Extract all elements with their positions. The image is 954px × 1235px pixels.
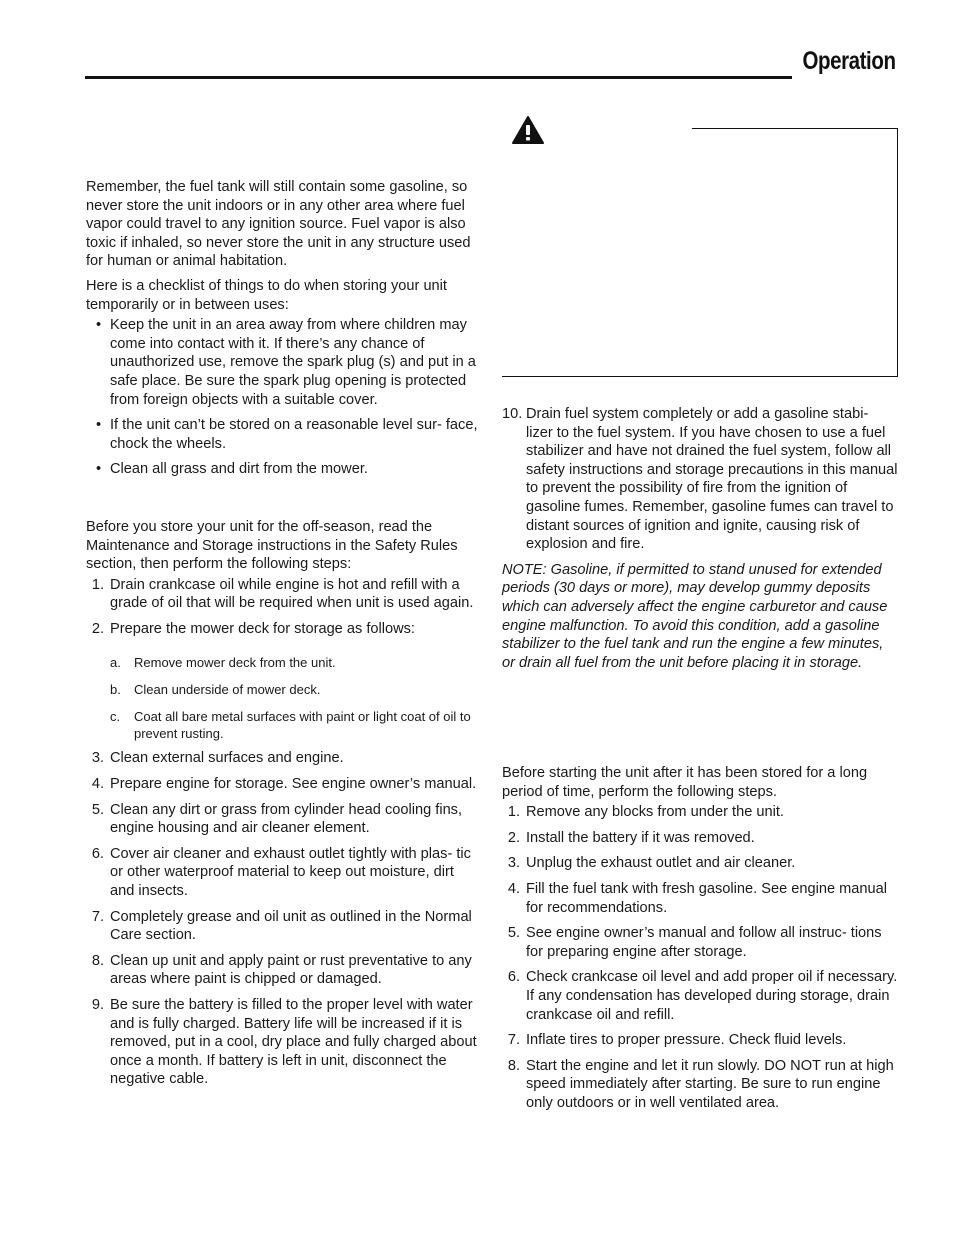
list-item: 3. Clean external surfaces and engine.	[91, 750, 344, 767]
left-column	[86, 178, 482, 1096]
list-item: • Keep the unit in an area away from where children may come into contact with it. If there’s any chance of unauthorized use, remove the spark plug (s) and put in a safe place. Be sure the spark plug opening is protected from foreign objects with a suitable cover.	[86, 316, 482, 409]
warning-box-top-rule	[692, 128, 898, 129]
list-item: 2. Install the battery if it was removed.	[507, 829, 755, 846]
header-rule	[85, 76, 792, 79]
section-title: Operation	[802, 47, 896, 75]
list-item: c. Coat all bare metal surfaces with paint or light coat of oil to prevent rusting.	[110, 709, 471, 742]
offseason-steps	[86, 576, 482, 1089]
list-item: b. Clean underside of mower deck.	[110, 682, 321, 698]
mower-deck-substeps	[110, 654, 482, 742]
warning-box	[502, 128, 898, 377]
list-item: 1. Remove any blocks from under the unit.	[507, 804, 784, 821]
temporary-storage-checklist	[86, 316, 482, 479]
list-item: 8. Clean up unit and apply paint or rust preventative to any areas where paint is chipped or damaged.	[91, 952, 472, 988]
list-item: 7. Completely grease and oil unit as outlined in the Normal Care section.	[91, 908, 472, 944]
list-item: • Clean all grass and dirt from the mower.	[86, 460, 482, 479]
list-item: 1. Drain crankcase oil while engine is hot and refill with a grade of oil that will be required when unit is used again.	[91, 576, 474, 612]
gasoline-note: NOTE: Gasoline, if permitted to stand unused for extended periods (30 days or more), may develop gummy deposits which can adversely affect the engine carburetor and cause engine malfunction. To avoid this condition, add a gasoline stabilizer to the fuel tank and run the engine a few minutes, or drain all fuel from the unit before placing it in storage.	[502, 561, 888, 671]
list-item: 6. Cover air cleaner and exhaust outlet tightly with plas- tic or other waterproof material to keep out moisture, dirt and insects.	[91, 845, 471, 900]
right-column-upper	[502, 405, 898, 672]
list-item: 2. Prepare the mower deck for storage as follows: a. Remove mower deck from the unit. b. Clean underside of mower deck. c. Coat all bare metal surfaces with paint or light coat of oil to prevent rusting.	[86, 620, 482, 743]
list-item: 8. Start the engine and let it run slowly. DO NOT run at high speed immediately after starting. Be sure to run engine only outdoors or in well ventilated area.	[507, 1057, 894, 1111]
list-item: 7. Inflate tires to proper pressure. Check fluid levels.	[507, 1032, 847, 1049]
list-item: 4. Fill the fuel tank with fresh gasoline. See engine manual for recommendations.	[507, 880, 888, 916]
list-item: 5. Clean any dirt or grass from cylinder head cooling fins, engine housing and air cleaner element.	[91, 801, 463, 837]
offseason-intro: Before you store your unit for the off-season, read the Maintenance and Storage instructions in the Safety Rules section, then perform the following steps:	[86, 518, 458, 573]
restart-steps	[502, 803, 898, 1112]
list-item: a. Remove mower deck from the unit.	[110, 655, 336, 671]
list-item: 5. See engine owner’s manual and follow all instruc- tions for preparing engine after storage.	[507, 925, 882, 960]
checklist-intro: Here is a checklist of things to do when storing your unit temporarily or in between uses:	[86, 277, 447, 313]
list-item: 10. Drain fuel system completely or add a gasoline stabi- lizer to the fuel system. If you have chosen to use a fuel stabilizer and have not drained the fuel system, follow all safety instructions and storage precautions in this manual to prevent the possibility of fire from the ignition of gasoline fumes. Remember, gasoline fumes can travel to distant sources of ignition and ignite, causing risk of explosion and fire.	[502, 406, 898, 553]
restart-intro: Before starting the unit after it has been stored for a long period of time, perform the following steps.	[502, 765, 868, 800]
list-item: 4. Prepare engine for storage. See engine owner’s manual.	[91, 776, 477, 793]
list-item: 9. Be sure the battery is filled to the proper level with water and is fully charged. Battery life will be increased if it is removed, put in a cool, dry place and fully charged about once a month. If battery is left in unit, disconnect the negative cable.	[91, 997, 477, 1088]
warning-triangle-icon	[511, 115, 545, 145]
right-column-lower	[502, 764, 898, 1120]
list-item: • If the unit can’t be stored on a reasonable level sur- face, chock the wheels.	[86, 416, 482, 453]
offseason-steps-continued	[502, 405, 898, 554]
list-item: 3. Unplug the exhaust outlet and air cleaner.	[507, 855, 796, 872]
list-item: 6. Check crankcase oil level and add proper oil if necessary. If any condensation has developed during storage, drain crankcase oil and refill.	[507, 969, 898, 1023]
intro-paragraph: Remember, the fuel tank will still contain some gasoline, so never store the unit indoors or in any other area where fuel vapor could travel to any ignition source. Fuel vapor is also toxic if inhaled, so never store the unit in any structure used for human or animal habitation.	[86, 179, 471, 270]
